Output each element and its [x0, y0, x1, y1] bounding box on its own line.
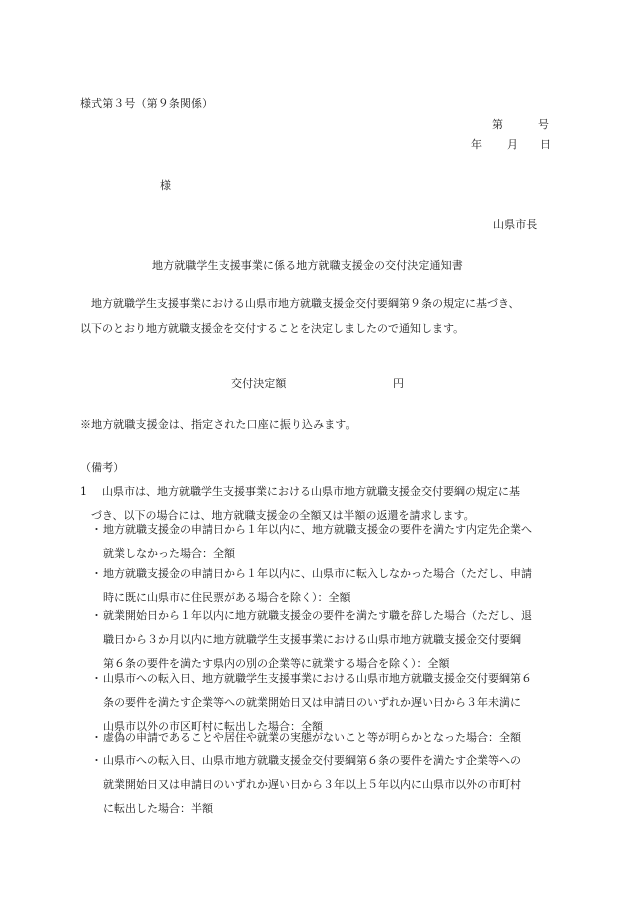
remarks-bullet-5	[91, 726, 561, 750]
doc-number-dai: 第	[492, 118, 504, 131]
doc-number-go: 号	[538, 118, 550, 131]
date-month: 月	[507, 138, 519, 151]
bullet-line: 地方就職支援金の申請日から１年以内に、山県市に転入しなかった場合（ただし、申請	[103, 567, 532, 580]
remarks-bullet-1	[91, 518, 561, 566]
remarks-bullet-3	[91, 604, 561, 676]
bullet-line: に転出した場合：半額	[103, 802, 213, 815]
issuer: 山県市長	[493, 218, 538, 231]
bullet-line: 条の要件を満たす企業等への就業開始日又は申請日のいずれか遅い日から３年未満に	[103, 696, 521, 709]
bullet-mark: ・	[91, 754, 102, 767]
bullet-mark: ・	[91, 672, 102, 685]
bullet-mark: ・	[91, 523, 102, 536]
transfer-note: ※地方就職支援金は、指定された口座に振り込みます。	[80, 418, 357, 431]
body-text	[80, 291, 560, 341]
bullet-line: 地方就職支援金の申請日から１年以内に、地方就職支援金の要件を満たす内定先企業へ	[103, 523, 532, 536]
bullet-line: 山県市以外の市区町村に転出した場合：全額	[103, 720, 323, 733]
date-year: 年	[471, 138, 483, 151]
remarks-bullet-6	[91, 749, 561, 821]
bullet-line: 職日から３か月以内に地方就職学生支援事業における山県市地方就職支援金交付要綱	[103, 633, 521, 646]
remarks-item-number: 1	[80, 485, 87, 498]
bullet-line: 就業しなかった場合：全額	[103, 547, 235, 560]
bullet-line: 第６条の要件を満たす県内の別の企業等に就業する場合を除く）：全額	[103, 657, 450, 670]
bullet-line: 就業開始日から１年以内に地方就職支援金の要件を満たす職を辞した場合（ただし、退	[103, 609, 532, 622]
bullet-line: 虚偽の申請であることや居住や就業の実態がないこと等が明らかとなった場合：全額	[103, 731, 521, 744]
bullet-line: 就業開始日又は申請日のいずれか遅い日から３年以上５年以内に山県市以外の市町村	[103, 778, 521, 791]
bullet-mark: ・	[91, 609, 102, 622]
remarks-heading: （備考）	[80, 461, 125, 474]
remarks-bullet-2	[91, 562, 561, 610]
bullet-line: 山県市への転入日、山県市地方就職支援金交付要綱第６条の要件を満たす企業等への	[103, 754, 521, 767]
amount-label: 交付決定額	[231, 377, 287, 390]
date-day: 日	[540, 138, 552, 151]
bullet-line: 山県市への転入日、地方就職学生支援事業における山県市地方就職支援金交付要綱第６	[103, 672, 532, 685]
document-title: 地方就職学生支援事業に係る地方就職支援金の交付決定通知書	[152, 259, 463, 272]
remarks-item-line-1: 山県市は、地方就職学生支援事業における山県市地方就職支援金交付要綱の規定に基	[102, 485, 520, 498]
bullet-mark: ・	[91, 567, 102, 580]
bullet-mark: ・	[91, 731, 102, 744]
form-number: 様式第３号（第９条関係）	[80, 97, 214, 110]
body-line-1: 地方就職学生支援事業における山県市地方就職支援金交付要綱第９条の規定に基づき、	[91, 297, 520, 310]
remarks-item-line-2: づき、以下の場合には、地方就職支援金の全額又は半額の返還を請求します。	[91, 509, 475, 522]
amount-unit: 円	[393, 377, 405, 390]
recipient-suffix: 様	[160, 179, 172, 192]
body-line-2: 以下のとおり地方就職支援金を交付することを決定しましたので通知します。	[80, 322, 465, 335]
bullet-line: 時に既に山県市に住民票がある場合を除く）：全額	[103, 591, 351, 604]
